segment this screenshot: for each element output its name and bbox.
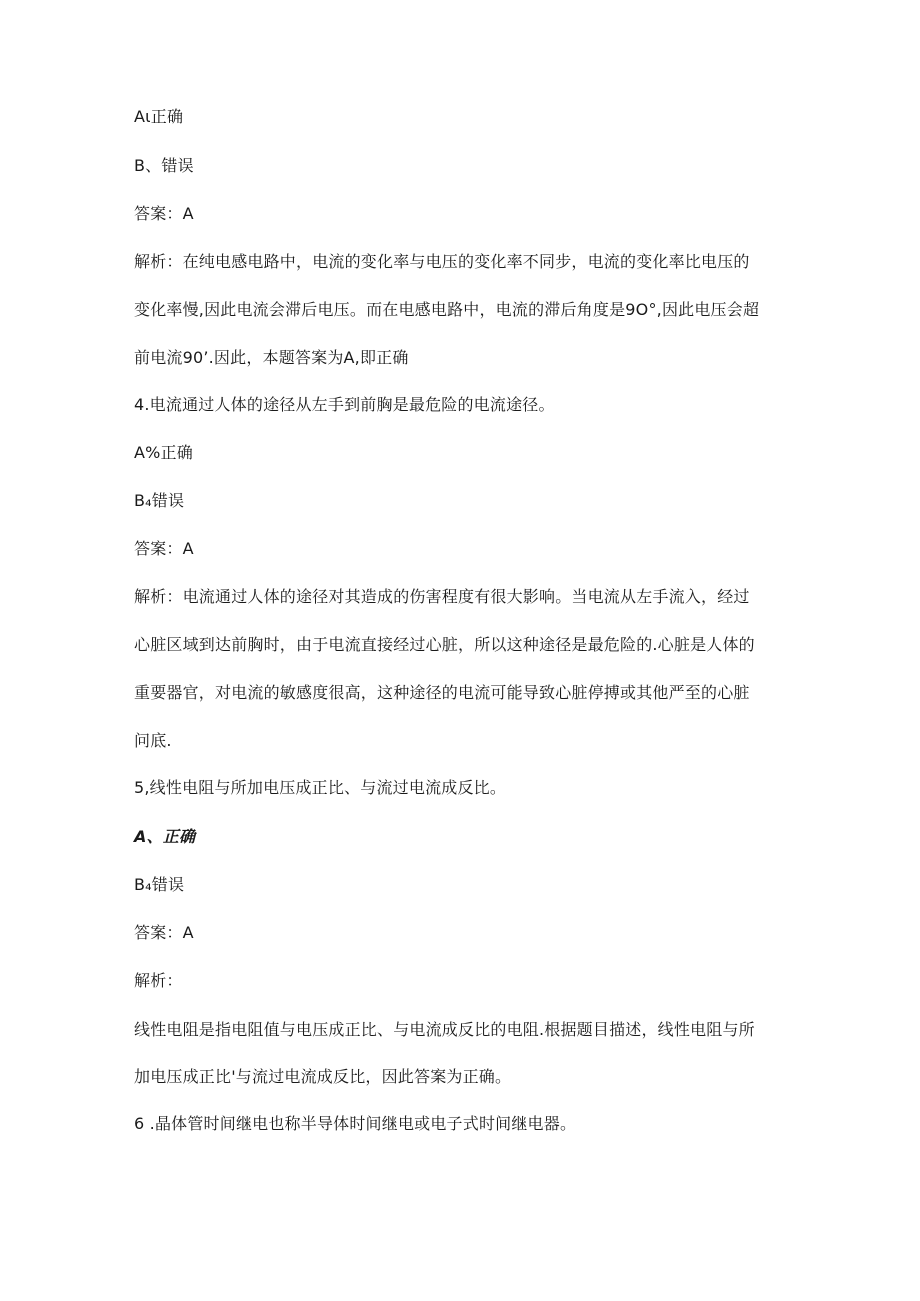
q4-explanation-line-4: 问底.	[134, 731, 172, 750]
q3-explanation-line-1: 解析：在纯电感电路中，电流的变化率与电压的变化率不同步，电流的变化率比电压的	[134, 252, 750, 271]
q5-answer: 答案：A	[134, 923, 194, 942]
q6-question: 6 .晶体管时间继电也称半导体时间继电或电子式时间继电器。	[134, 1114, 577, 1133]
q3-answer: 答案：A	[134, 204, 194, 223]
q4-answer: 答案：A	[134, 539, 194, 558]
q4-explanation-line-1: 解析：电流通过人体的途径对其造成的伤害程度有很大影响。当电流从左手流入，经过	[134, 587, 750, 606]
q5-explanation-label: 解析：	[134, 971, 183, 990]
q5-explanation-line-1: 线性电阻是指电阻值与电压成正比、与电流成反比的电阻.根据题目描述，线性电阻与所	[134, 1020, 755, 1039]
q4-option-a: A%正确	[134, 443, 193, 462]
q4-explanation-line-2: 心脏区域到达前胸时，由于电流直接经过心脏，所以这种途径是最危险的.心脏是人体的	[134, 635, 755, 654]
q4-option-b: B₄错误	[134, 491, 185, 510]
q3-explanation-line-3: 前电流90’.因此，本题答案为A,即正确	[134, 348, 409, 367]
q3-option-a: Aι正确	[134, 107, 184, 126]
q4-explanation-line-3: 重要器官，对电流的敏感度很高，这种途径的电流可能导致心脏停搏或其他严至的心脏	[134, 683, 750, 702]
q5-option-a: A、正确	[134, 827, 196, 846]
q5-option-b: B₄错误	[134, 875, 185, 894]
q3-option-b: B、错误	[134, 156, 194, 175]
q5-explanation-line-2: 加电压成正比'与流过电流成反比，因此答案为正确。	[134, 1067, 512, 1086]
q5-question: 5,线性电阻与所加电压成正比、与流过电流成反比。	[134, 778, 507, 797]
q3-explanation-line-2: 变化率慢,因此电流会滞后电压。而在电感电路中，电流的滞后角度是9O°,因此电压会超	[134, 300, 760, 319]
q4-question: 4.电流通过人体的途径从左手到前胸是最危险的电流途径。	[134, 395, 555, 414]
